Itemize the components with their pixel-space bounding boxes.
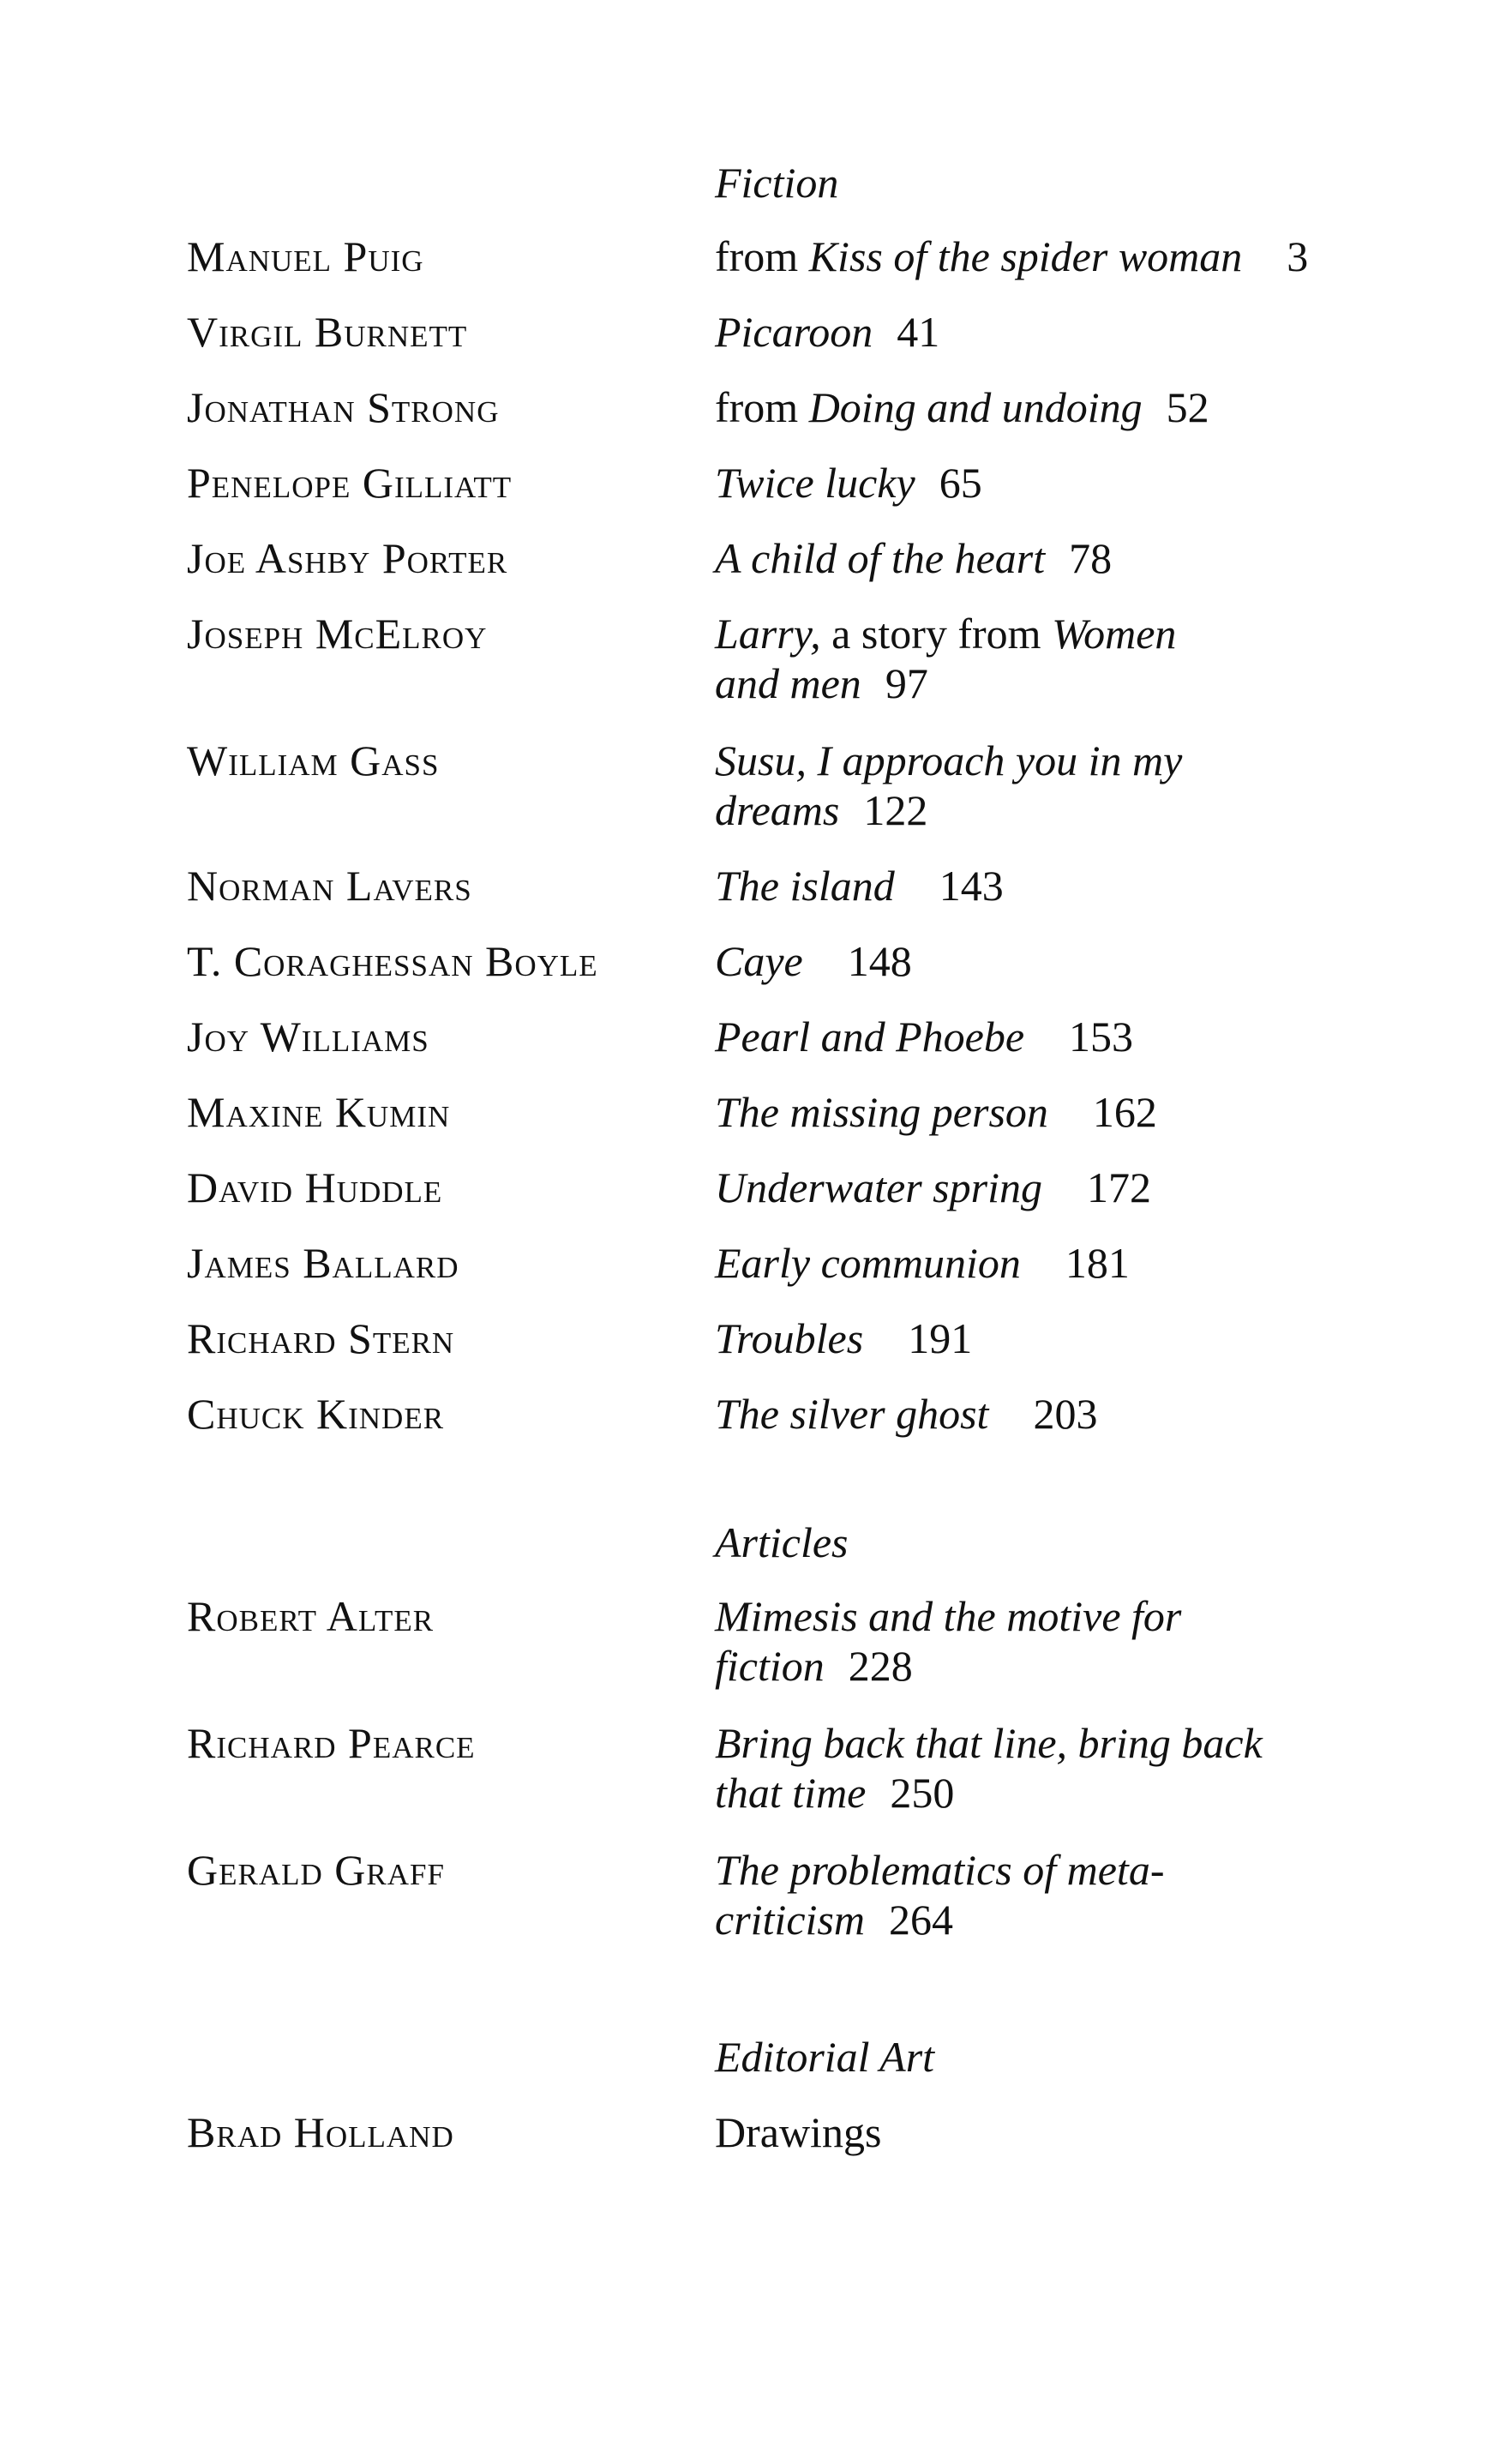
toc-entry-title: A child of the heart 78	[715, 534, 1113, 582]
page-number: 143	[939, 862, 1004, 910]
toc-entry-title: from Doing and undoing 52	[715, 383, 1209, 431]
section-heading-fiction: Fiction	[715, 159, 839, 207]
author-name: Norman Lavers	[187, 862, 472, 910]
author-name: Penelope Gilliatt	[187, 459, 513, 507]
page-number: 97	[885, 659, 928, 707]
page-number: 153	[1069, 1013, 1134, 1061]
section-heading-editorial-art: Editorial Art	[715, 2033, 935, 2081]
author-name: Manuel Puig	[187, 232, 424, 280]
author-name: James Ballard	[187, 1239, 459, 1287]
author-name: Joseph McElroy	[187, 610, 488, 658]
toc-entry-title: Picaroon 41	[715, 308, 940, 356]
page-number: 122	[863, 786, 928, 834]
toc-entry-title: The island 143	[715, 862, 1004, 910]
toc-entry-title: Caye 148	[715, 937, 912, 985]
page-number: 78	[1069, 534, 1113, 582]
toc-entry-title: Twice lucky 65	[715, 459, 982, 507]
toc-entry-title: The problematics of meta- criticism 264	[715, 1846, 1165, 1944]
author-name: Maxine Kumin	[187, 1088, 451, 1136]
toc-entry-title: Bring back that line, bring back that time 250	[715, 1719, 1263, 1817]
page-number: 203	[1033, 1390, 1098, 1438]
toc-entry-title: The missing person 162	[715, 1088, 1157, 1136]
author-name: Jonathan Strong	[187, 383, 500, 431]
toc-entry-title: Pearl and Phoebe 153	[715, 1013, 1134, 1061]
author-name: David Huddle	[187, 1163, 443, 1211]
page-number: 41	[897, 308, 940, 356]
author-name: Joe Ashby Porter	[187, 534, 508, 582]
page-number: 191	[908, 1314, 973, 1362]
page-number: 172	[1086, 1163, 1151, 1211]
page-number: 162	[1092, 1088, 1157, 1136]
author-name: Gerald Graff	[187, 1846, 445, 1894]
toc-entry-title: Early communion 181	[715, 1239, 1130, 1287]
toc-entry-title: The silver ghost 203	[715, 1390, 1098, 1438]
section-heading-articles: Articles	[715, 1518, 849, 1566]
toc-entry-title: Troubles 191	[715, 1314, 973, 1362]
author-name: Joy Williams	[187, 1013, 429, 1061]
author-name: Richard Pearce	[187, 1719, 476, 1767]
toc-entry-title: Underwater spring 172	[715, 1163, 1151, 1211]
toc-entry-title: Larry, a story from Women and men 97	[715, 610, 1177, 707]
author-name: Richard Stern	[187, 1314, 455, 1362]
page-number: 3	[1287, 232, 1309, 280]
toc-entry-title: Mimesis and the motive for fiction 228	[715, 1592, 1182, 1690]
toc-entry-title: Susu, I approach you in my dreams 122	[715, 736, 1183, 834]
toc-entry-title: from Kiss of the spider woman 3	[715, 232, 1309, 280]
page-number: 148	[847, 937, 912, 985]
page-number: 264	[888, 1896, 953, 1944]
author-name: Chuck Kinder	[187, 1390, 445, 1438]
author-name: Brad Holland	[187, 2108, 454, 2156]
page-number: 181	[1065, 1239, 1130, 1287]
author-name: William Gass	[187, 736, 440, 784]
author-name: Virgil Burnett	[187, 308, 468, 356]
author-name: T. Coraghessan Boyle	[187, 937, 598, 985]
page-number: 228	[848, 1642, 913, 1690]
page-number: 65	[939, 459, 982, 507]
toc-entry-title: Drawings	[715, 2108, 882, 2156]
author-name: Robert Alter	[187, 1592, 435, 1640]
page-number: 250	[890, 1769, 955, 1817]
page-number: 52	[1166, 383, 1209, 431]
